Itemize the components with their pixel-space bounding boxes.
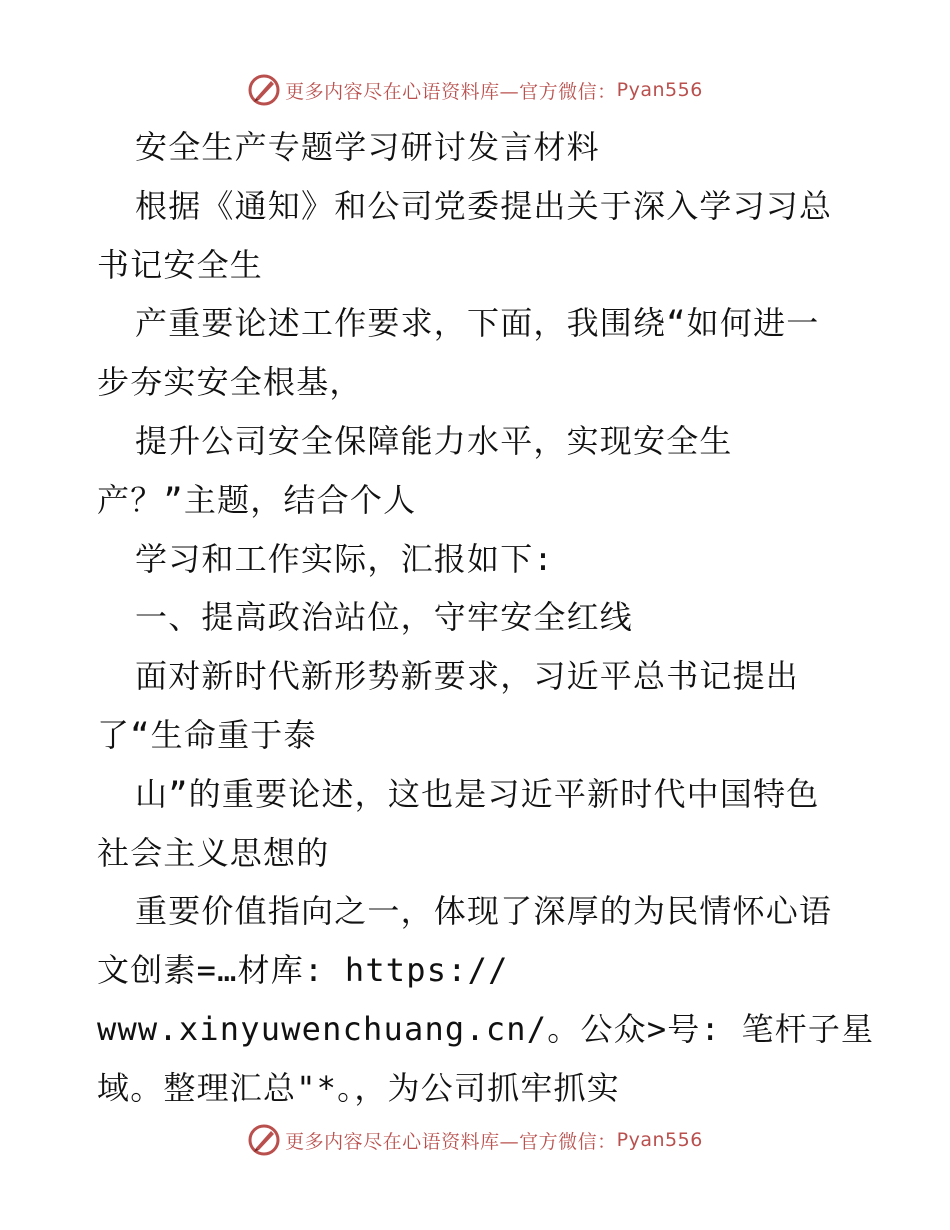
- document-title: 安全生产专题学习研讨发言材料: [135, 128, 600, 166]
- header-banner-text: 更多内容尽在心语资料库—官方微信：: [285, 80, 617, 103]
- footer-banner: [0, 1120, 950, 1160]
- paragraph-line: 重要价值指向之一，体现了深厚的为民情怀心语: [135, 892, 833, 931]
- paragraph-line: 根据《通知》和公司党委提出关于深入学习习总: [135, 186, 833, 225]
- footer-wechat-id: Pyan556: [616, 1129, 703, 1151]
- paragraph-line: 产？”主题，结合个人: [97, 480, 417, 519]
- paragraph-line: 学习和工作实际，汇报如下:: [135, 539, 554, 578]
- section-heading: 一、提高政治站位，守牢安全红线: [135, 598, 634, 637]
- header-banner: [0, 70, 950, 110]
- paragraph-line: 步夯实安全根基，: [97, 363, 363, 402]
- paragraph-line: 产重要论述工作要求，下面，我围绕“如何进一: [135, 304, 820, 343]
- paragraph-line: 面对新时代新形势新要求，习近平总书记提出: [135, 657, 800, 696]
- pen-logo-icon: [247, 73, 281, 107]
- paragraph-line: 了“生命重于泰: [97, 715, 317, 754]
- paragraph-line: 社会主义思想的: [97, 833, 330, 872]
- pen-logo-icon: [247, 1123, 281, 1157]
- paragraph-line: 域。整理汇总"*。，为公司抓牢抓实: [97, 1068, 620, 1107]
- header-wechat-id: Pyan556: [616, 79, 703, 101]
- paragraph-line: 文创素=…材库: https://: [97, 951, 509, 990]
- paragraph-line: 山”的重要论述，这也是习近平新时代中国特色: [135, 774, 820, 813]
- paragraph-line: 提升公司安全保障能力水平，实现安全生: [135, 421, 733, 460]
- document-body: [97, 118, 875, 1118]
- paragraph-line: www.xinyuwenchuang.cn/。公众>号: 笔杆子星: [97, 1009, 875, 1048]
- footer-banner-text: 更多内容尽在心语资料库—官方微信：: [285, 1130, 617, 1153]
- paragraph-line: 书记安全生: [97, 245, 264, 284]
